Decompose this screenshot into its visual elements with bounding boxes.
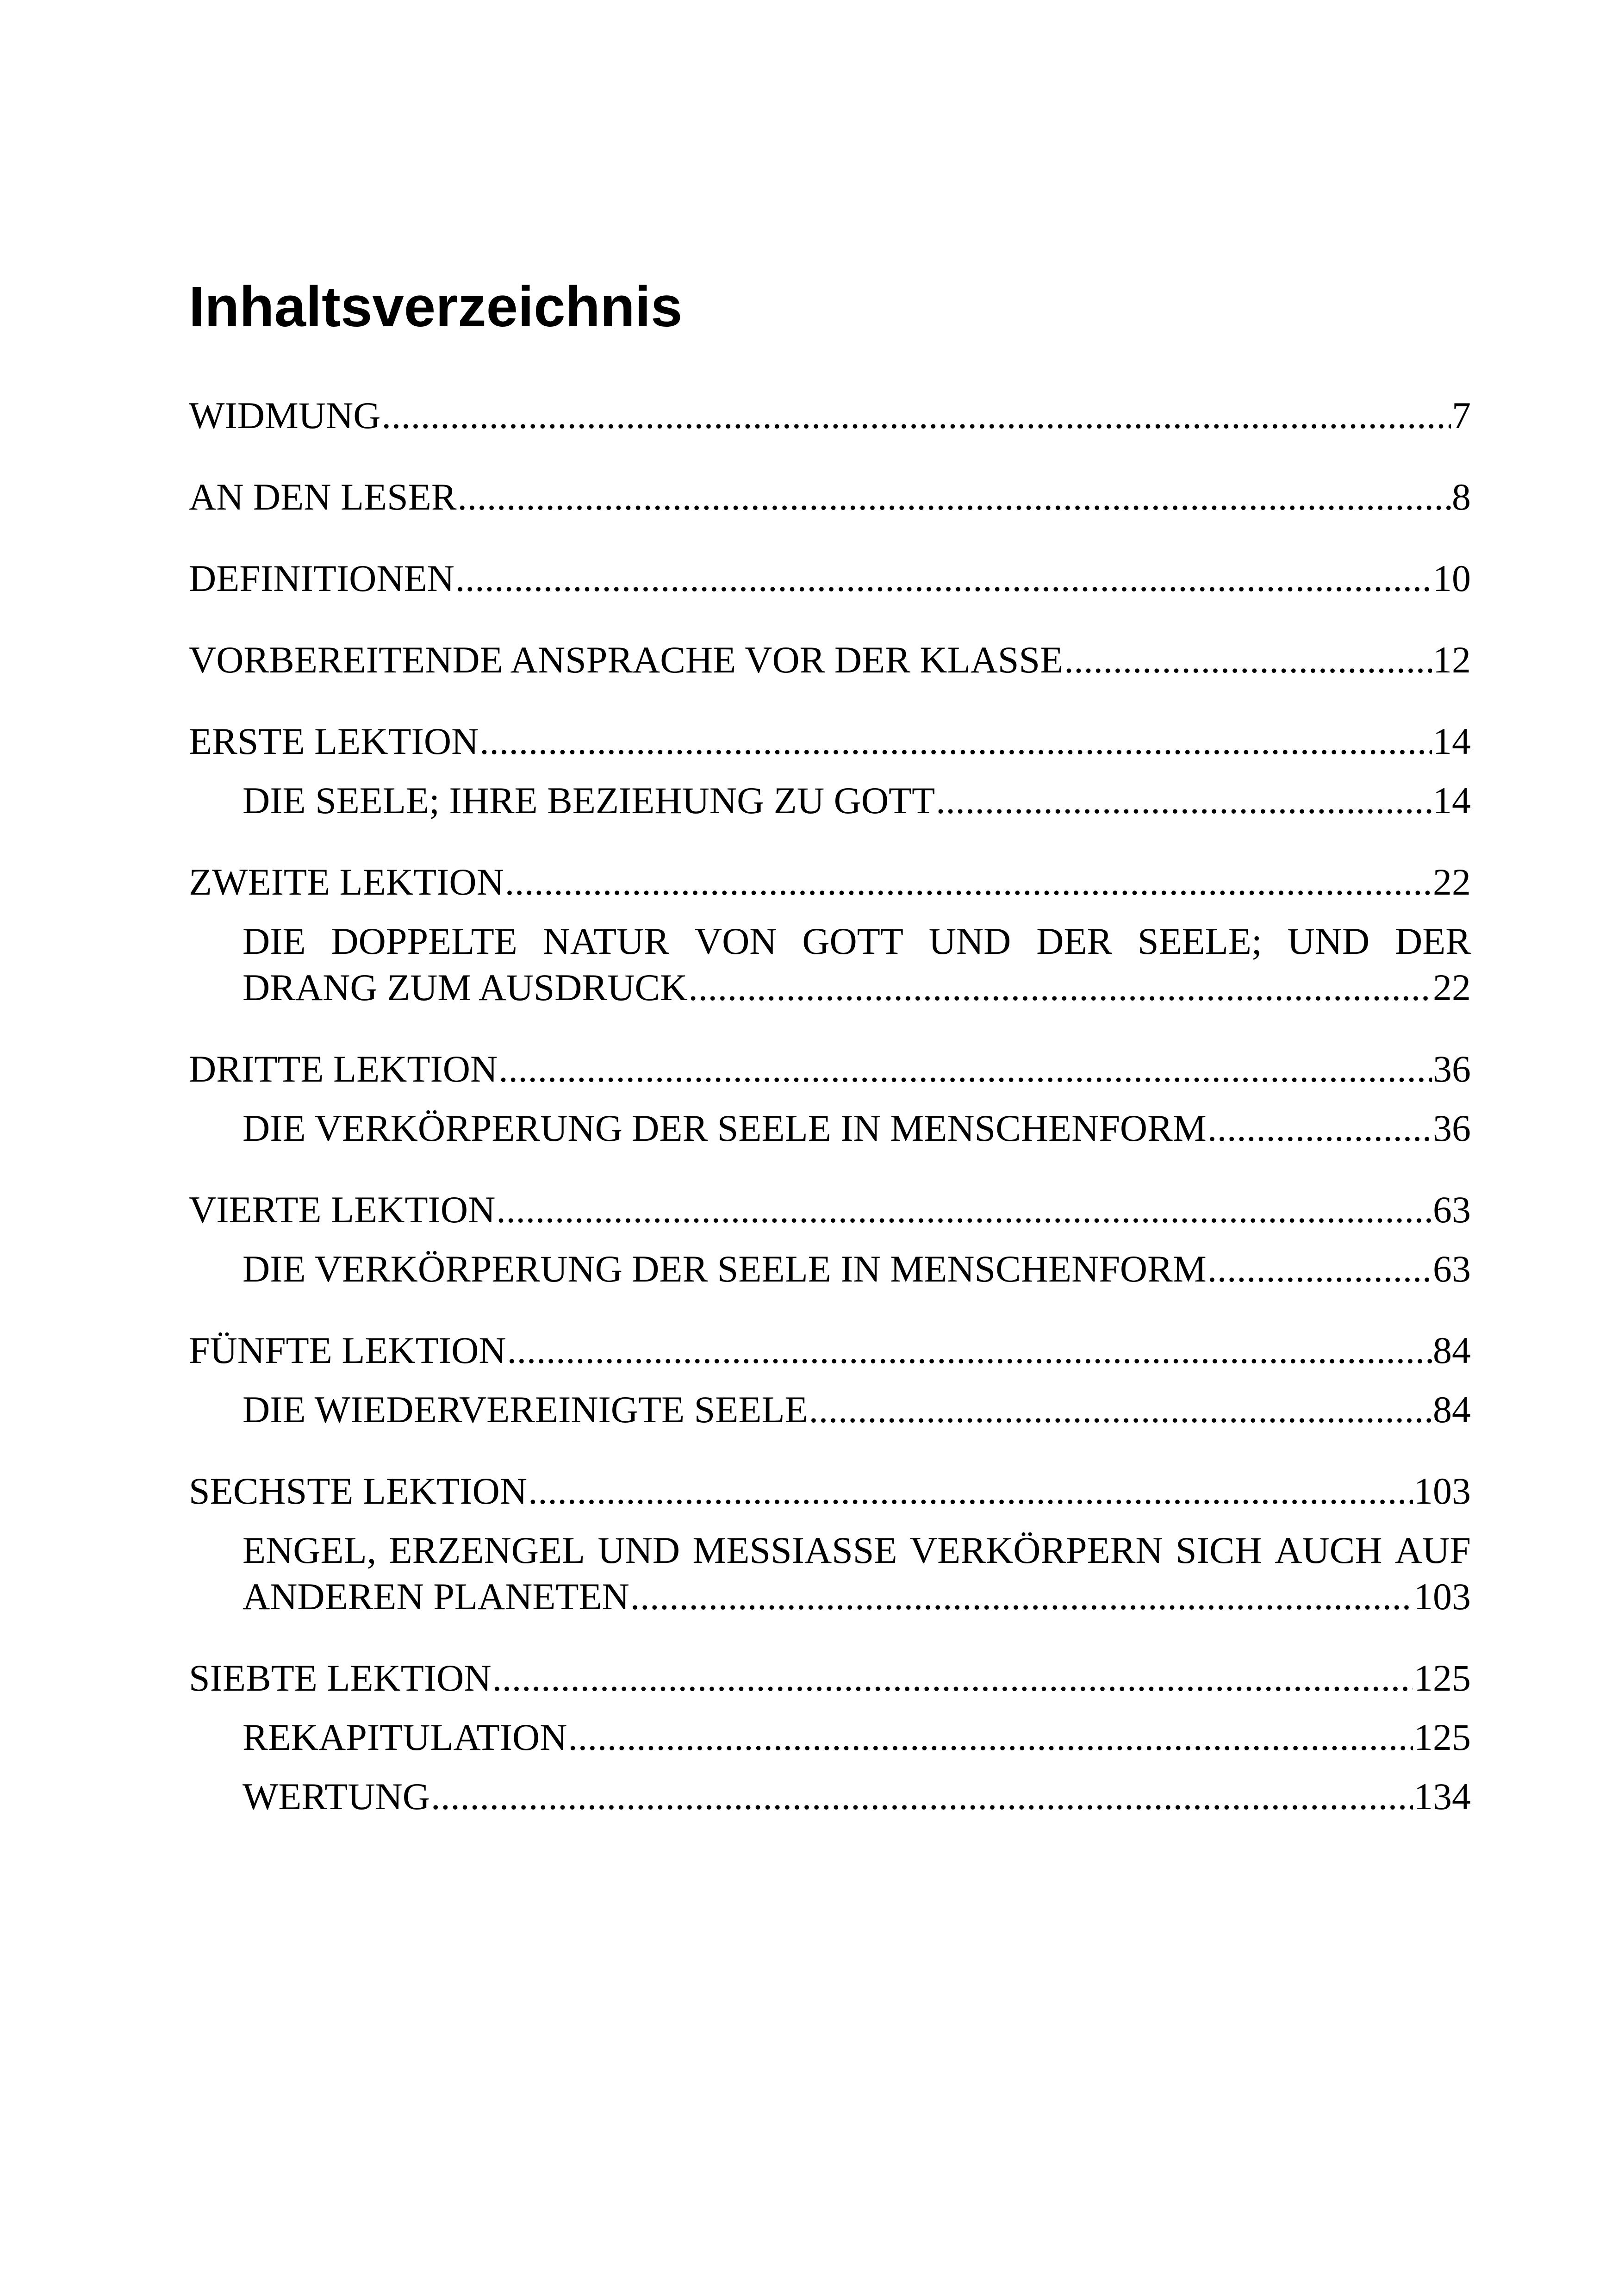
word: VERKÖRPERN: [909, 1529, 1163, 1571]
word: DIE: [243, 920, 306, 962]
toc-dot-leader: [492, 1655, 1413, 1701]
toc-dot-leader: [688, 964, 1432, 1011]
toc-entry-label: SIEBTE LEKTION: [189, 1657, 492, 1699]
justified-words: [243, 918, 1471, 964]
toc-page-number: 22: [1433, 861, 1471, 903]
toc-subentry-label: DIE WIEDERVEREINIGTE SEELE: [243, 1388, 808, 1431]
toc-dot-leader: [528, 1468, 1413, 1514]
toc-dot-leader: [1207, 1105, 1432, 1151]
toc-dot-leader: [458, 474, 1451, 520]
toc-entry[interactable]: [189, 1187, 1471, 1233]
word: ENGEL,: [243, 1529, 377, 1571]
toc-entry[interactable]: [189, 1468, 1471, 1514]
toc-page-number: 63: [1433, 1248, 1471, 1290]
word: ERZENGEL: [389, 1529, 585, 1571]
toc-page-number: 63: [1433, 1188, 1471, 1231]
toc-page-number: 14: [1433, 779, 1471, 821]
toc-entry-label: AN DEN LESER: [189, 476, 457, 518]
toc-dot-leader: [496, 1187, 1432, 1233]
toc-entry[interactable]: [189, 1327, 1471, 1374]
toc-entry-label: DEFINITIONEN: [189, 557, 454, 599]
toc-entry-label: ERSTE LEKTION: [189, 720, 479, 762]
toc-dot-leader: [568, 1714, 1413, 1761]
table-of-contents: [189, 392, 1471, 1820]
word: DER: [1036, 920, 1113, 962]
toc-entry-label: WIDMUNG: [189, 394, 381, 436]
toc-subentry-label: DIE VERKÖRPERUNG DER SEELE IN MENSCHENFORM: [243, 1248, 1207, 1290]
justified-words: [243, 1527, 1471, 1574]
toc-entry[interactable]: [189, 859, 1471, 905]
toc-subentry-label: REKAPITULATION: [243, 1716, 567, 1758]
toc-entry[interactable]: [189, 1655, 1471, 1701]
toc-entry[interactable]: [189, 1046, 1471, 1092]
word: DER: [1394, 920, 1471, 962]
page-title: Inhaltsverzeichnis: [189, 275, 683, 339]
toc-subentry[interactable]: [189, 1527, 1471, 1620]
toc-page-number: 103: [1414, 1575, 1471, 1618]
toc-subentry[interactable]: [189, 1105, 1471, 1151]
toc-dot-leader: [809, 1387, 1432, 1433]
toc-page-number: 12: [1433, 639, 1471, 681]
toc-page-number: 125: [1414, 1657, 1471, 1699]
toc-subentry[interactable]: [189, 778, 1471, 824]
toc-entry-label: SECHSTE LEKTION: [189, 1470, 528, 1512]
toc-page-number: 134: [1414, 1775, 1471, 1817]
word: SEELE;: [1137, 920, 1262, 962]
word: AUF: [1394, 1529, 1471, 1571]
toc-page-number: 7: [1452, 394, 1471, 436]
toc-page-number: 103: [1414, 1470, 1471, 1512]
toc-entry[interactable]: [189, 718, 1471, 765]
toc-subentry[interactable]: [189, 1773, 1471, 1820]
toc-entry[interactable]: [189, 555, 1471, 602]
toc-page-number: 84: [1433, 1329, 1471, 1371]
word: MESSIASSE: [692, 1529, 897, 1571]
toc-dot-leader: [479, 718, 1432, 765]
toc-dot-leader: [507, 1327, 1432, 1374]
word: DOPPELTE: [331, 920, 517, 962]
toc-subentry-label: DIE VERKÖRPERUNG DER SEELE IN MENSCHENFORM: [243, 1107, 1207, 1149]
word: UND: [1287, 920, 1370, 962]
word: AUCH: [1275, 1529, 1382, 1571]
toc-page-number: 125: [1414, 1716, 1471, 1758]
toc-dot-leader: [1064, 637, 1432, 683]
toc-dot-leader: [505, 859, 1432, 905]
toc-page-number: 36: [1433, 1107, 1471, 1149]
toc-subentry-label: DIE SEELE; IHRE BEZIEHUNG ZU GOTT: [243, 779, 935, 821]
word: VON: [694, 920, 777, 962]
toc-dot-leader: [431, 1773, 1413, 1820]
toc-page-number: 22: [1433, 966, 1471, 1008]
toc-subentry-label-line1: [243, 1527, 1471, 1574]
toc-subentry-label-line2: DRANG ZUM AUSDRUCK: [243, 966, 688, 1008]
toc-subentry[interactable]: [189, 1246, 1471, 1292]
toc-subentry-label-line1: [243, 918, 1471, 964]
toc-dot-leader: [1207, 1246, 1432, 1292]
toc-subentry-label-line2: ANDEREN PLANETEN: [243, 1575, 629, 1618]
word: UND: [597, 1529, 680, 1571]
toc-dot-leader: [936, 778, 1432, 824]
toc-entry-label: VORBEREITENDE ANSPRACHE VOR DER KLASSE: [189, 639, 1064, 681]
toc-page-number: 84: [1433, 1388, 1471, 1431]
toc-page-number: 14: [1433, 720, 1471, 762]
word: SICH: [1176, 1529, 1262, 1571]
toc-dot-leader: [381, 392, 1451, 439]
toc-page-number: 8: [1452, 476, 1471, 518]
word: UND: [928, 920, 1011, 962]
toc-subentry[interactable]: [189, 1714, 1471, 1761]
toc-entry[interactable]: [189, 474, 1471, 520]
word: GOTT: [802, 920, 903, 962]
toc-entry-label: FÜNFTE LEKTION: [189, 1329, 506, 1371]
toc-page-number: 10: [1433, 557, 1471, 599]
word: NATUR: [542, 920, 670, 962]
toc-dot-leader: [630, 1574, 1413, 1620]
toc-dot-leader: [498, 1046, 1432, 1092]
toc-subentry-label: WERTUNG: [243, 1775, 430, 1817]
toc-dot-leader: [455, 555, 1432, 602]
toc-subentry[interactable]: [189, 1387, 1471, 1433]
toc-entry-label: VIERTE LEKTION: [189, 1188, 496, 1231]
toc-entry-label: DRITTE LEKTION: [189, 1048, 498, 1090]
toc-entry[interactable]: [189, 392, 1471, 439]
toc-page-number: 36: [1433, 1048, 1471, 1090]
toc-entry[interactable]: [189, 637, 1471, 683]
toc-entry-label: ZWEITE LEKTION: [189, 861, 504, 903]
toc-subentry[interactable]: [189, 918, 1471, 1011]
